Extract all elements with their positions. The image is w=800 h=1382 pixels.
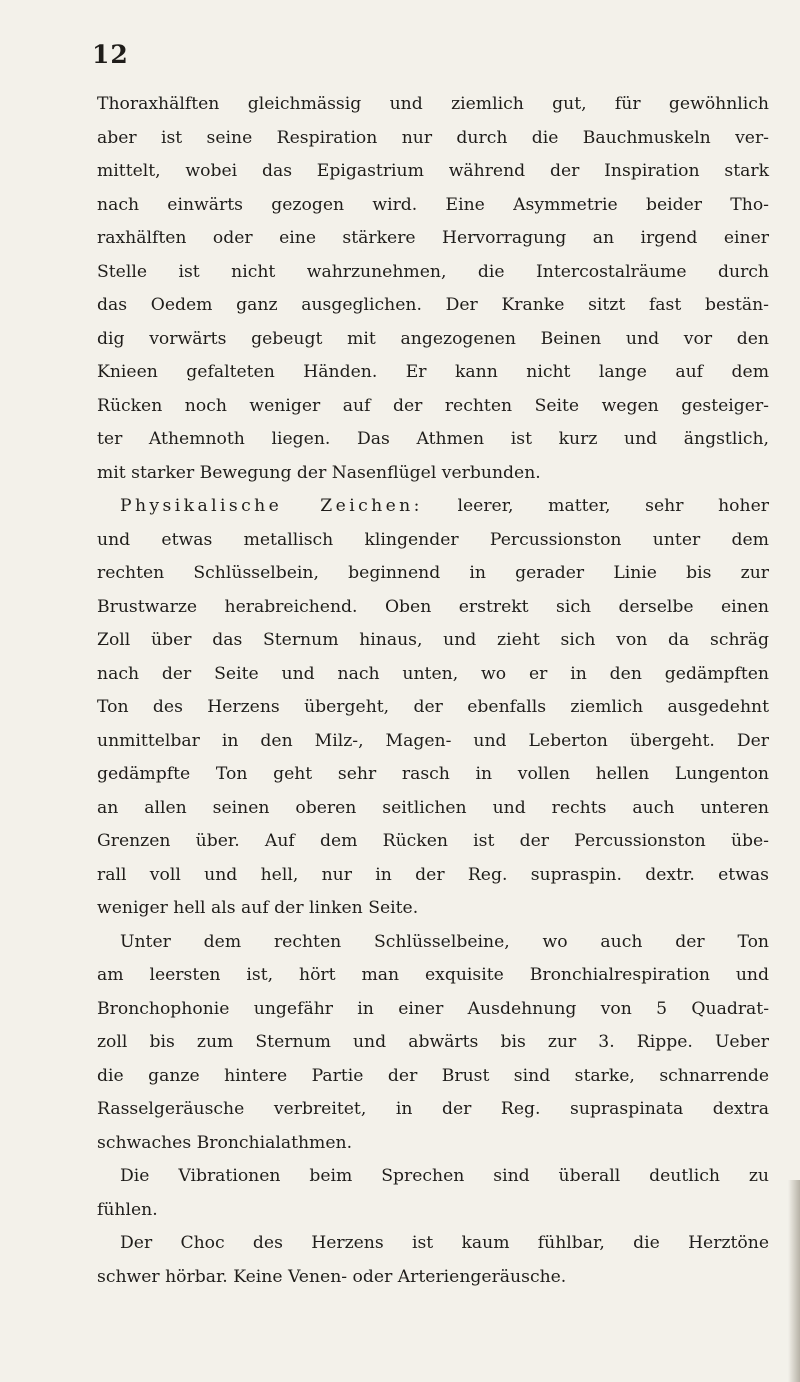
- text-line: an allen seinen oberen seitlichen und rechts auch unteren: [97, 797, 769, 818]
- text-line: raxhälften oder eine stärkere Hervorragung an irgend einer: [97, 228, 769, 248]
- text-line: Ton des Herzens übergeht, der ebenfalls ziemlich ausgedehnt: [97, 697, 769, 717]
- text-line: Der Choc des Herzens ist kaum fühlbar, die Herztöne: [120, 1233, 769, 1253]
- page-edge-shadow: [788, 1180, 800, 1382]
- text-line: Grenzen über. Auf dem Rücken ist der Percussionston übe-: [97, 831, 769, 851]
- text-line: mittelt, wobei das Epigastrium während der Inspiration stark: [97, 161, 769, 181]
- text-line: Rücken noch weniger auf der rechten Seite wegen gesteiger-: [97, 395, 769, 416]
- text-line: Die Vibrationen beim Sprechen sind überall deutlich zu: [120, 1166, 769, 1186]
- text-line: Zoll über das Sternum hinaus, und zieht sich von da schräg: [97, 630, 769, 650]
- text-line: gedämpfte Ton geht sehr rasch in vollen hellen Lungenton: [97, 764, 769, 784]
- text-line: schwaches Bronchialathmen.: [97, 1132, 353, 1153]
- text-line: dig vorwärts gebeugt mit angezogenen Beinen und vor den: [97, 328, 769, 349]
- text-line: Unter dem rechten Schlüsselbeine, wo auch der Ton: [120, 931, 769, 952]
- text-line: rall voll und hell, nur in der Reg. supraspin. dextr. etwas: [97, 864, 769, 885]
- text-line: ter Athemnoth liegen. Das Athmen ist kurz und ängstlich,: [97, 429, 769, 449]
- text-line: unmittelbar in den Milz-, Magen- und Leberton übergeht. Der: [97, 730, 769, 751]
- text-line: weniger hell als auf der linken Seite.: [97, 898, 419, 918]
- text-line: Brustwarze herabreichend. Oben erstrekt sich derselbe einen: [97, 596, 769, 617]
- text-line: Thoraxhälften gleichmässig und ziemlich gut, für gewöhnlich: [97, 94, 769, 114]
- text-line: Stelle ist nicht wahrzunehmen, die Intercostalräume durch: [97, 261, 769, 282]
- text-line: nach einwärts gezogen wird. Eine Asymmetrie beider Tho-: [97, 194, 769, 215]
- text-line-continuation: leerer, matter, sehr hoher: [457, 496, 769, 516]
- text-body: [97, 88, 769, 1294]
- page-number: 12: [92, 40, 129, 69]
- text-line: mit starker Bewegung der Nasenflügel verbunden.: [97, 462, 541, 483]
- text-line: Knieen gefalteten Händen. Er kann nicht lange auf dem: [97, 362, 769, 382]
- text-line: schwer hörbar. Keine Venen- oder Arteriengeräusche.: [97, 1266, 567, 1287]
- text-line: rechten Schlüsselbein, beginnend in gerader Linie bis zur: [97, 563, 769, 583]
- text-line: aber ist seine Respiration nur durch die Bauchmuskeln ver-: [97, 127, 769, 148]
- text-line: und etwas metallisch klingender Percussionston unter dem: [97, 529, 769, 550]
- text-line: fühlen.: [97, 1199, 158, 1220]
- text-line: nach der Seite und nach unten, wo er in den gedämpften: [97, 663, 769, 684]
- text-line: die ganze hintere Partie der Brust sind starke, schnarrende: [97, 1065, 769, 1086]
- text-line: [97, 490, 769, 524]
- text-line: Bronchophonie ungefähr in einer Ausdehnung von 5 Quadrat-: [97, 998, 769, 1019]
- text-line: zoll bis zum Sternum und abwärts bis zur 3. Rippe. Ueber: [97, 1032, 769, 1052]
- text-line: Rasselgeräusche verbreitet, in der Reg. supraspinata dextra: [97, 1099, 769, 1119]
- section-heading: Physikalische Zeichen:: [120, 496, 423, 516]
- text-line: am leersten ist, hört man exquisite Bronchialrespiration und: [97, 965, 769, 985]
- text-line: das Oedem ganz ausgeglichen. Der Kranke sitzt fast bestän-: [97, 295, 769, 315]
